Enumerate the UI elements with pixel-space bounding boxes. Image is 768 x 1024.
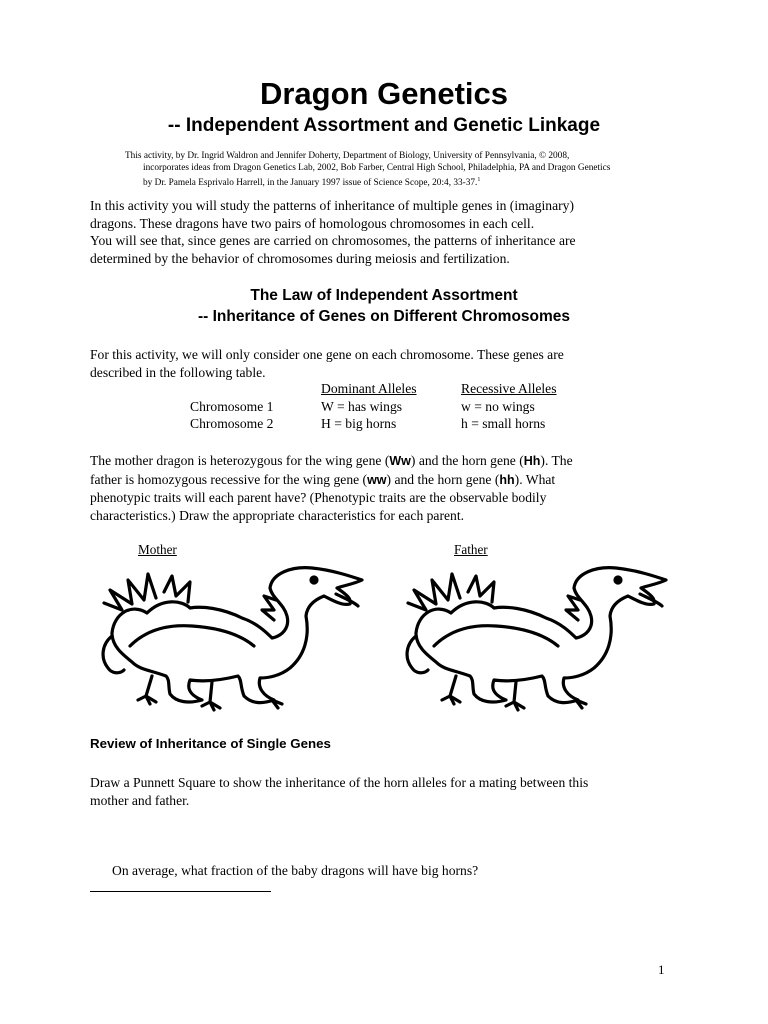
credit-line-2: incorporates ideas from Dragon Genetics Lab, 2002, Bob Farber, Central High School, Philadelphia, PA and Dragon Genetics	[143, 163, 611, 173]
footnote-mark: 1	[477, 177, 481, 183]
section-subheading: -- Inheritance of Genes on Different Chromosomes	[197, 308, 571, 325]
page-title: Dragon Genetics	[259, 76, 509, 111]
table-cell-chromosome: Chromosome 2	[190, 416, 274, 431]
table-header-recessive: Recessive Alleles	[461, 381, 557, 396]
table-intro	[90, 346, 690, 381]
parents-line: characteristics.) Draw the appropriate characteristics for each parent.	[90, 507, 465, 523]
page-number: 1	[658, 962, 665, 977]
credit-line-1: This activity, by Dr. Ingrid Waldron and Jennifer Doherty, Department of Biology, University of Pennsylvania, © 2008,	[125, 151, 570, 161]
table-cell-dominant: W = has wings	[321, 399, 403, 414]
table-header-dominant: Dominant Alleles	[321, 381, 417, 396]
mother-label: Mother	[138, 542, 177, 557]
parents-line: phenotypic traits will each parent have? (Phenotypic traits are the observable bodily	[90, 490, 547, 506]
review-heading: Review of Inheritance of Single Genes	[90, 736, 331, 751]
table-cell-chromosome: Chromosome 1	[190, 399, 274, 414]
section-heading: The Law of Independent Assortment	[250, 287, 518, 304]
father-dragon-drawing	[396, 558, 686, 728]
parents-line: father is homozygous recessive for the wing gene (ww) and the horn gene (hh). What	[90, 471, 556, 487]
instruction-line: Draw a Punnett Square to show the inheritance of the horn alleles for a mating between this	[90, 775, 589, 790]
credit-line-3: by Dr. Pamela Esprivalo Harrell, in the January 1997 issue of Science Scope, 20:4, 33-37.$^1$	[143, 177, 481, 189]
table-intro-line: described in the following table.	[90, 364, 266, 380]
parents-line: The mother dragon is heterozygous for the wing gene (Ww) and the horn gene (Hh). The	[90, 453, 573, 468]
answer-blank[interactable]	[90, 891, 271, 892]
father-label: Father	[454, 542, 488, 557]
intro-line: determined by the behavior of chromosomes during meiosis and fertilization.	[90, 250, 510, 266]
intro-paragraph	[90, 197, 690, 267]
question-text: On average, what fraction of the baby dragons will have big horns?	[112, 863, 479, 878]
table-cell-dominant: H = big horns	[321, 416, 397, 431]
table-intro-line: For this activity, we will only consider one gene on each chromosome. These genes are	[90, 347, 564, 362]
intro-line: dragons. These dragons have two pairs of homologous chromosomes in each cell.	[90, 215, 535, 231]
table-cell-recessive: h = small horns	[461, 416, 546, 431]
page-subtitle: -- Independent Assortment and Genetic Linkage	[167, 115, 601, 136]
instruction-line: mother and father.	[90, 792, 190, 808]
parents-paragraph	[90, 452, 690, 524]
credit-note	[125, 150, 645, 189]
table-cell-recessive: w = no wings	[461, 399, 535, 414]
intro-line: You will see that, since genes are carried on chromosomes, the patterns of inheritance are	[90, 233, 576, 249]
mother-dragon-drawing	[92, 558, 382, 728]
intro-line: In this activity you will study the patterns of inheritance of multiple genes in (imaginary)	[90, 198, 574, 213]
punnett-instruction	[90, 774, 690, 809]
